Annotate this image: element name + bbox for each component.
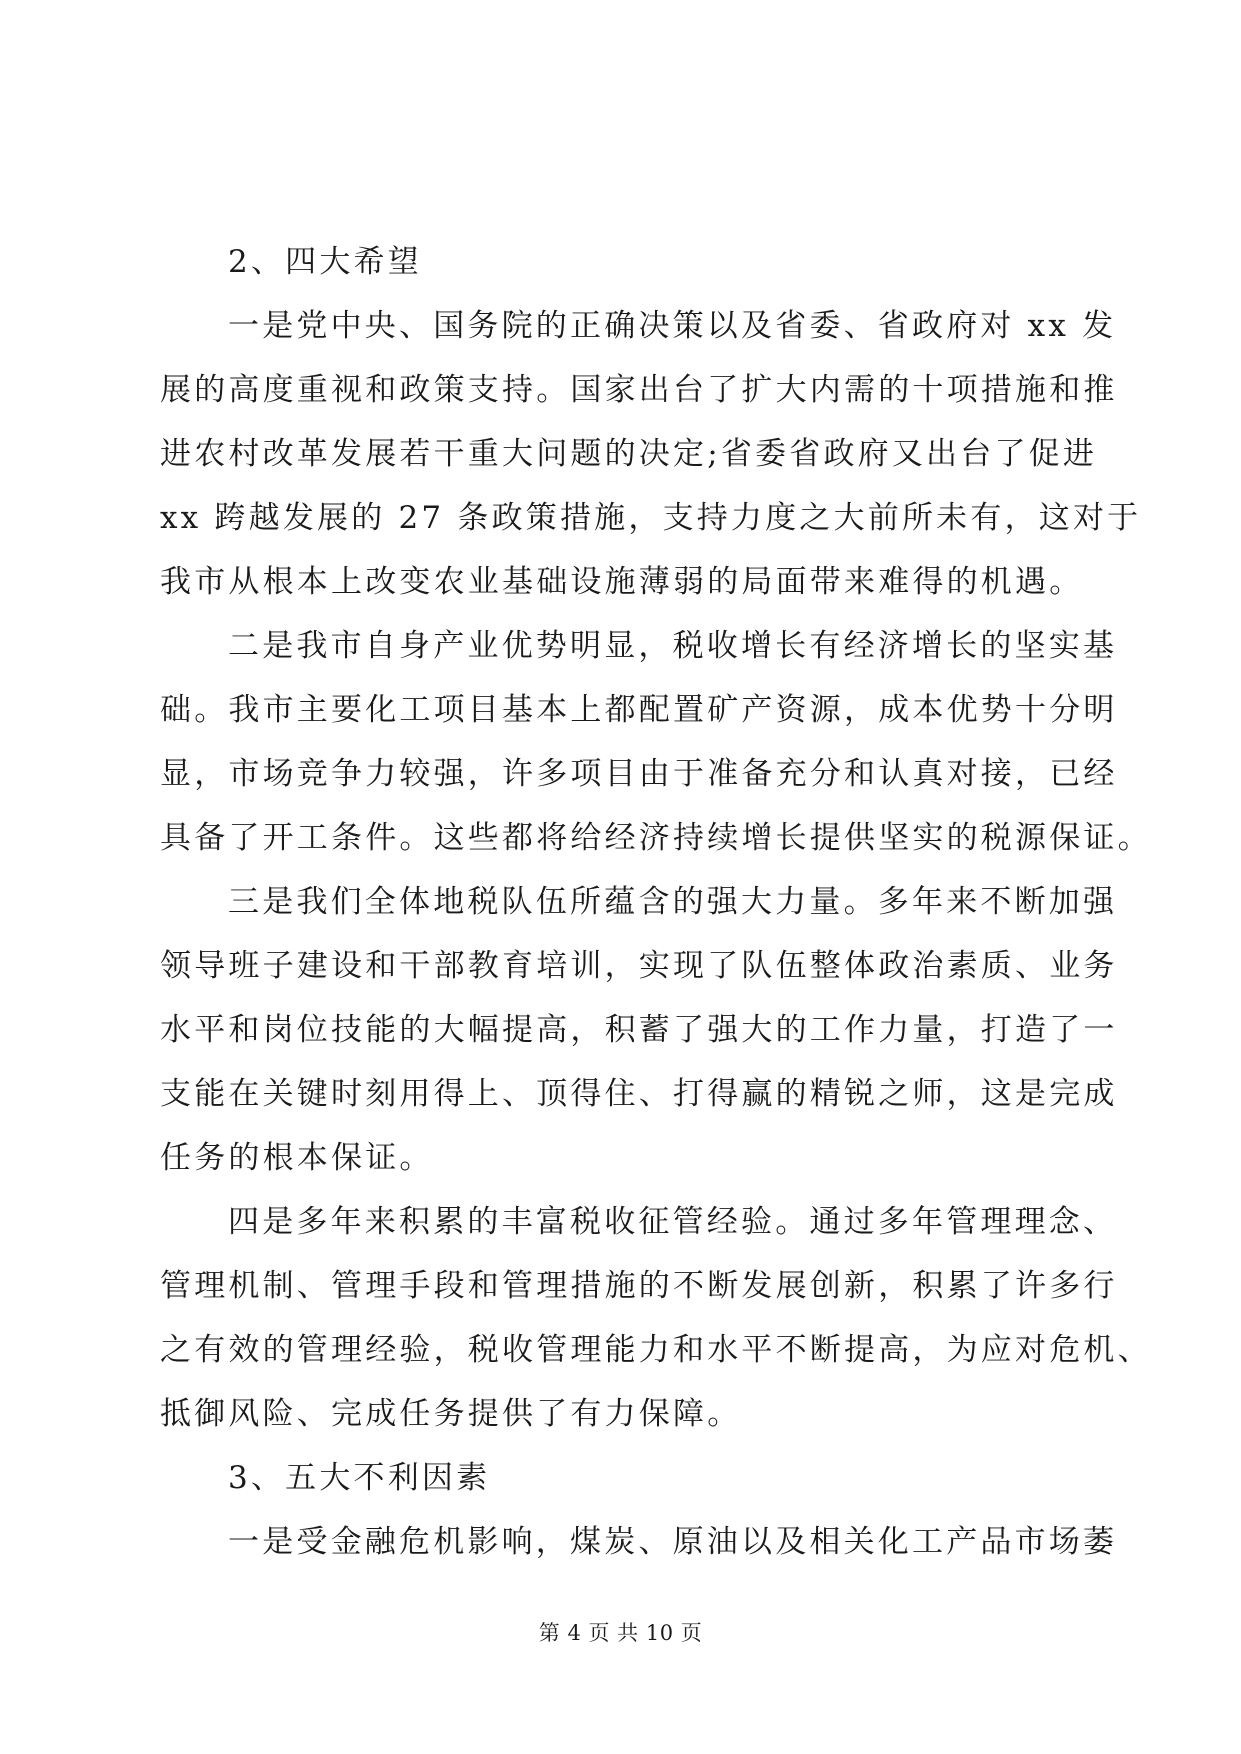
paragraph-line: 进农村改革发展若干重大问题的决定;省委省政府又出台了促进 (160, 436, 1098, 472)
paragraph-line: xx 跨越发展的 27 条政策措施，支持力度之大前所未有，这对于 (160, 500, 1142, 536)
document-body (160, 230, 1152, 1574)
section-heading-five-unfavorable-factors: 3、五大不利因素 (228, 1460, 491, 1496)
paragraph-line: 管理机制、管理手段和管理措施的不断发展创新，积累了许多行 (160, 1268, 1118, 1304)
paragraph-line: 支能在关键时刻用得上、顶得住、打得赢的精锐之师，这是完成 (160, 1076, 1118, 1112)
paragraph-line: 任务的根本保证。 (160, 1140, 434, 1176)
paragraph-line: 一是党中央、国务院的正确决策以及省委、省政府对 xx 发 (228, 308, 1117, 344)
paragraph-line: 我市从根本上改变农业基础设施薄弱的局面带来难得的机遇。 (160, 564, 1084, 600)
paragraph-line: 抵御风险、完成任务提供了有力保障。 (160, 1396, 742, 1432)
paragraph-line: 领导班子建设和干部教育培训，实现了队伍整体政治素质、业务 (160, 948, 1118, 984)
paragraph-line: 四是多年来积累的丰富税收征管经验。通过多年管理理念、 (228, 1204, 1118, 1240)
paragraph-line: 显，市场竞争力较强，许多项目由于准备充分和认真对接，已经 (160, 756, 1118, 792)
paragraph-line: 二是我市自身产业优势明显，税收增长有经济增长的坚实基 (228, 628, 1118, 664)
paragraph-line: 水平和岗位技能的大幅提高，积蓄了强大的工作力量，打造了一 (160, 1012, 1118, 1048)
paragraph-line: 展的高度重视和政策支持。国家出台了扩大内需的十项措施和推 (160, 372, 1118, 408)
paragraph-line: 一是受金融危机影响，煤炭、原油以及相关化工产品市场萎 (228, 1524, 1118, 1560)
paragraph-line: 具备了开工条件。这些都将给经济持续增长提供坚实的税源保证。 (160, 820, 1152, 856)
paragraph-line: 之有效的管理经验，税收管理能力和水平不断提高，为应对危机、 (160, 1332, 1152, 1368)
section-heading-four-hopes: 2、四大希望 (228, 244, 422, 280)
paragraph-line: 三是我们全体地税队伍所蕴含的强大力量。多年来不断加强 (228, 884, 1118, 920)
paragraph-line: 础。我市主要化工项目基本上都配置矿产资源，成本优势十分明 (160, 692, 1118, 728)
page-number-footer: 第 4 页 共 10 页 (538, 1621, 703, 1645)
